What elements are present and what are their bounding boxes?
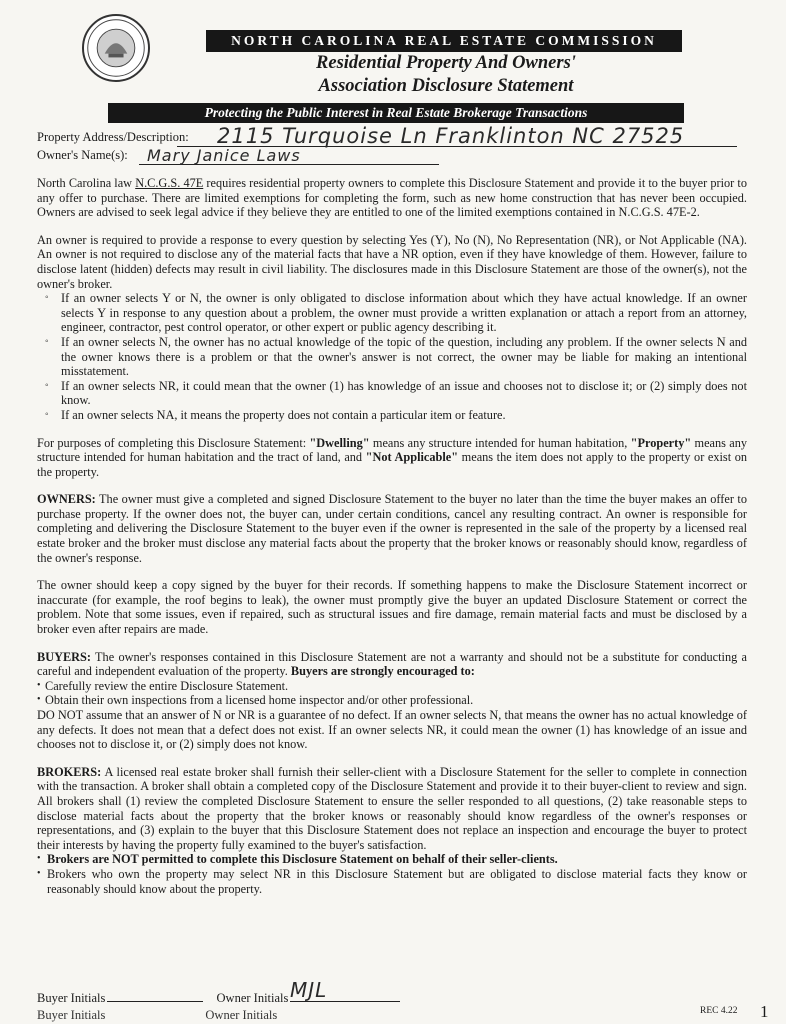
brokers-paragraph: BROKERS: A licensed real estate broker shall furnish their seller-client with a Disclosure Statement for the seller to complete in connection with the transaction. A broker shall obtain a completed copy of the Disclosure Statement and provide it to their buyer-client to review and sign. All brokers shall (1) review the completed Disclosure Statement to ensure the seller responded to all questions, (2) take reasonable steps to disclose material facts about the property that the broker knows or reasonably should know regardless of the owner's responses or representations, and (3) explain to the buyer that this Disclosure Statement does not replace an inspection and encourage the buyer to protect their interests by having the property fully examined to the buyer's satisfaction.: [37, 764, 747, 852]
list-item: ◦ If an owner selects NR, it could mean that the owner (1) has knowledge of an issue and chooses not to disclose it; or (2) simply does not know.: [51, 379, 747, 408]
list-item: ◦ If an owner selects N, the owner has no actual knowledge of the topic of the question, including any problem. If the owner selects N and the owner knows there is a problem or that the owner's answer is not correct, the owner may be liable for making an intentional misstatement.: [51, 335, 747, 379]
brokers-list: [37, 852, 747, 896]
list-item: • Obtain their own inspections from a licensed home inspector and/or other professional.: [37, 693, 747, 708]
response-paragraph: An owner is required to provide a response to every question by selecting Yes (Y), No (N), No Representation (NR), or Not Applicable (NA). An owner is not required to disclose any of the material facts that have a NR option, even if they have knowledge of them. However, failure to disclose latent (hidden) defects may result in civil liability. The disclosures made in this Disclosure Statement are those of the owner(s), not the owner's broker.: [37, 232, 747, 291]
form-title-line1: Residential Property And Owners': [316, 53, 576, 73]
buyers-paragraph-2: DO NOT assume that an answer of N or NR is a guarantee of no defect. If an owner selects N, that means the owner has no actual knowledge of any defects. It does not mean that a defect does not exist. If an owner selects NR, it could mean the owner (1) has knowledge of an issue and chooses not to disclose it, or (2) simply does not know.: [37, 708, 747, 752]
owner-name-value: Mary Janice Laws: [147, 146, 301, 165]
list-item: ◦ If an owner selects Y or N, the owner is only obligated to disclose information about which they have actual knowledge. If an owner selects Y in response to any question about a problem, the owner must provide a written explanation or attach a report from an attorney, engineer, contractor, pest control operator, or other expert or public agency describing it.: [51, 291, 747, 335]
owners-paragraph: OWNERS: The owner must give a completed and signed Disclosure Statement to the buyer no later than the time the buyer makes an offer to purchase property. If the owner does not, the buyer can, under certain conditions, cancel any resulting contract. An owner is responsible for completing and delivering the Disclosure Statement to the buyer even if the owner is represented in the sale of the property by a licensed real estate broker and the broker must disclose any material facts about the property that the broker knows or reasonably should know, regardless of the owner's response.: [37, 492, 747, 565]
owners-heading: OWNERS:: [37, 492, 96, 507]
owners-paragraph-2: The owner should keep a copy signed by the buyer for their records. If something happens to make the Disclosure Statement incorrect or inaccurate (for example, the roof begins to leak), the owner must promptly give the buyer an updated Disclosure Statement or correct the problem. Note that some issues, even if repaired, such as structural issues and fire damage, remain material facts and must be disclosed by a broker even after repairs are made.: [37, 578, 747, 637]
owner-name-label: Owner's Name(s):: [37, 148, 128, 162]
buyer-initials-label: Buyer Initials: [37, 991, 106, 1005]
list-item: • Carefully review the entire Disclosure Statement.: [37, 679, 747, 694]
tagline-banner: Protecting the Public Interest in Real Estate Brokerage Transactions: [108, 103, 684, 123]
page-number: 1: [760, 1002, 769, 1021]
buyers-heading: BUYERS:: [37, 649, 91, 664]
property-address-label: Property Address/Description:: [37, 130, 189, 144]
owner-initials-label: Owner Initials: [216, 991, 289, 1005]
buyer-initials-field[interactable]: [107, 990, 203, 1002]
disclosure-body: [37, 176, 747, 896]
commission-banner: NORTH CAROLINA REAL ESTATE COMMISSION: [206, 30, 682, 52]
initials-row-2: Buyer Initials Owner Initials: [37, 1008, 278, 1022]
buyers-paragraph: BUYERS: The owner's responses contained in this Disclosure Statement are not a warranty and should not be a substitute for conducting a careful and independent evaluation of the property. Buyers are strongly encouraged to:: [37, 649, 747, 679]
form-title-line2: Association Disclosure Statement: [318, 76, 574, 96]
owner-initials-signature: MJL: [290, 978, 328, 1002]
statute-link[interactable]: N.C.G.S. 47E: [135, 176, 204, 190]
list-item: ◦ If an owner selects NA, it means the property does not contain a particular item or feature.: [51, 408, 747, 423]
brokers-heading: BROKERS:: [37, 764, 102, 779]
buyers-list: [37, 679, 747, 708]
intro-paragraph: North Carolina law N.C.G.S. 47E requires residential property owners to complete this Disclosure Statement and provide it to the buyer prior to any offer to purchase. There are limited exemptions for completing the form, such as new home construction that has never been occupied. Owners are advised to seek legal advice if they believe they are entitled to one of the limited exemptions contained in N.C.G.S. 47E-2.: [37, 176, 747, 220]
response-options-list: [37, 291, 747, 422]
nc-seal: [82, 14, 150, 82]
form-code: REC 4.22: [700, 1006, 738, 1016]
initials-row: [37, 978, 400, 1006]
owner-name-row: [37, 146, 301, 166]
list-item: • Brokers are NOT permitted to complete this Disclosure Statement on behalf of their seller-clients.: [37, 852, 747, 867]
definitions-paragraph: For purposes of completing this Disclosure Statement: "Dwelling" means any structure intended for human habitation, "Property" means any structure intended for human habitation and the tract of land, and "Not Applicable" means the item does not apply to the property or exist on the property.: [37, 435, 747, 479]
list-item: • Brokers who own the property may select NR in this Disclosure Statement but are obligated to disclose material facts they know or reasonably should know about the property.: [37, 867, 747, 896]
property-address-value: 2115 Turquoise Ln Franklinton NC 27525: [217, 124, 685, 148]
